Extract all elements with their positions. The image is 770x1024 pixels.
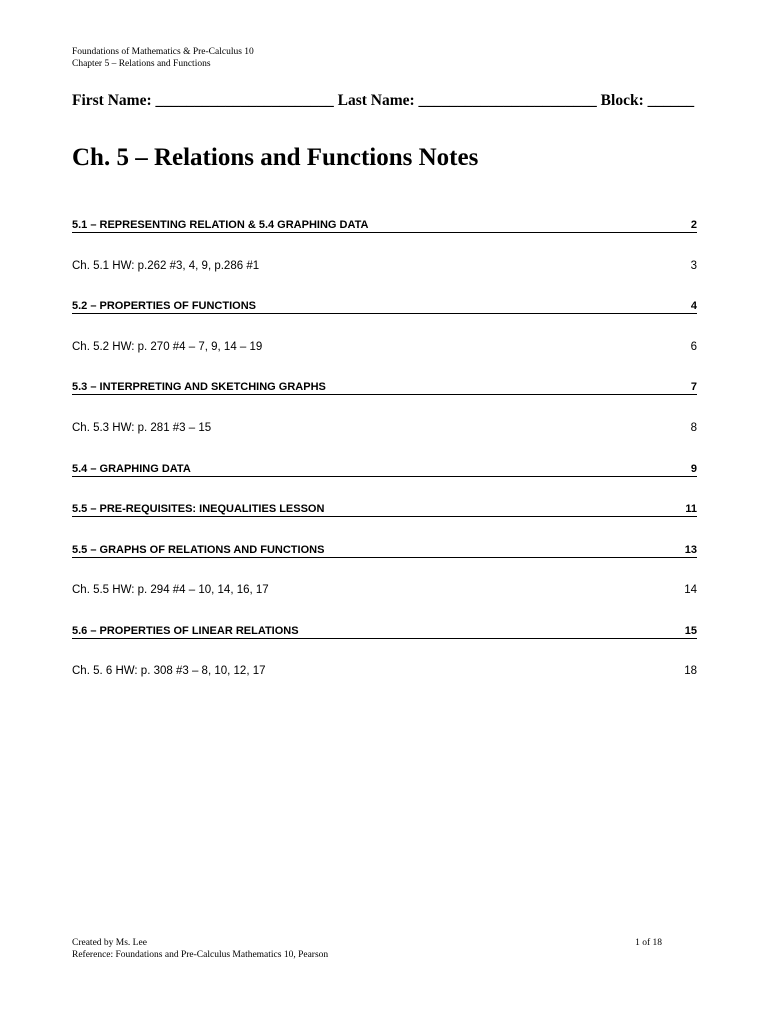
- toc-entry-label: Ch. 5.1 HW: p.262 #3, 4, 9, p.286 #1: [72, 260, 260, 272]
- header-course: Foundations of Mathematics & Pre-Calculus 10: [72, 47, 254, 57]
- page-header: [72, 46, 254, 70]
- toc-entry-label: 5.2 – PROPERTIES OF FUNCTIONS: [72, 300, 256, 312]
- toc-entry-label: Ch. 5.3 HW: p. 281 #3 – 15: [72, 422, 212, 434]
- toc-entry-label: 5.1 – REPRESENTING RELATION & 5.4 GRAPHING DATA: [72, 219, 369, 231]
- student-name-line: First Name: _______________________ Last Name: _______________________ Block: ______: [72, 92, 695, 109]
- toc-entry[interactable]: [72, 339, 697, 355]
- toc-entry-page: 18: [684, 665, 697, 677]
- toc-entry[interactable]: [72, 299, 697, 314]
- toc-entry[interactable]: [72, 543, 697, 558]
- toc-entry-label: Ch. 5.5 HW: p. 294 #4 – 10, 14, 16, 17: [72, 584, 269, 596]
- toc-entry-label: 5.6 – PROPERTIES OF LINEAR RELATIONS: [72, 625, 299, 637]
- toc-entry-page: 2: [690, 219, 697, 231]
- toc-entry-label: 5.5 – GRAPHS OF RELATIONS AND FUNCTIONS: [72, 544, 325, 556]
- toc-entry-label: 5.3 – INTERPRETING AND SKETCHING GRAPHS: [72, 381, 326, 393]
- toc-entry[interactable]: [72, 258, 697, 274]
- toc-entry-page: 6: [690, 341, 697, 353]
- page-title: Ch. 5 – Relations and Functions Notes: [72, 144, 479, 171]
- toc-entry-label: 5.5 – PRE-REQUISITES: INEQUALITIES LESSON: [72, 503, 325, 515]
- toc-entry-page: 9: [690, 463, 697, 475]
- toc-entry-page: 14: [684, 584, 697, 596]
- toc-entry-label: 5.4 – GRAPHING DATA: [72, 463, 191, 475]
- toc-entry-label: Ch. 5.2 HW: p. 270 #4 – 7, 9, 14 – 19: [72, 341, 263, 353]
- toc-entry[interactable]: [72, 663, 697, 679]
- header-chapter: Chapter 5 – Relations and Functions: [72, 59, 211, 69]
- footer-page-number: 1 of 18: [635, 938, 662, 948]
- toc-entry-page: 13: [684, 544, 697, 556]
- toc-entry[interactable]: [72, 582, 697, 598]
- toc-entry-page: 3: [690, 260, 697, 272]
- toc-entry-label: Ch. 5. 6 HW: p. 308 #3 – 8, 10, 12, 17: [72, 665, 266, 677]
- toc-entry-page: 11: [685, 503, 697, 515]
- toc-entry[interactable]: [72, 624, 697, 639]
- toc-entry-page: 8: [690, 422, 697, 434]
- toc-entry[interactable]: [72, 420, 697, 436]
- toc-entry[interactable]: [72, 380, 697, 395]
- page-footer: [72, 937, 662, 961]
- toc-entry-page: 7: [690, 381, 697, 393]
- footer-reference: Reference: Foundations and Pre-Calculus Mathematics 10, Pearson: [72, 950, 329, 960]
- toc-entry-page: 15: [684, 625, 697, 637]
- toc-entry[interactable]: [72, 218, 697, 233]
- toc-entry[interactable]: [72, 462, 697, 477]
- toc-entry-page: 4: [690, 300, 697, 312]
- footer-created-by: Created by Ms. Lee: [72, 938, 147, 948]
- toc-entry[interactable]: [72, 502, 697, 517]
